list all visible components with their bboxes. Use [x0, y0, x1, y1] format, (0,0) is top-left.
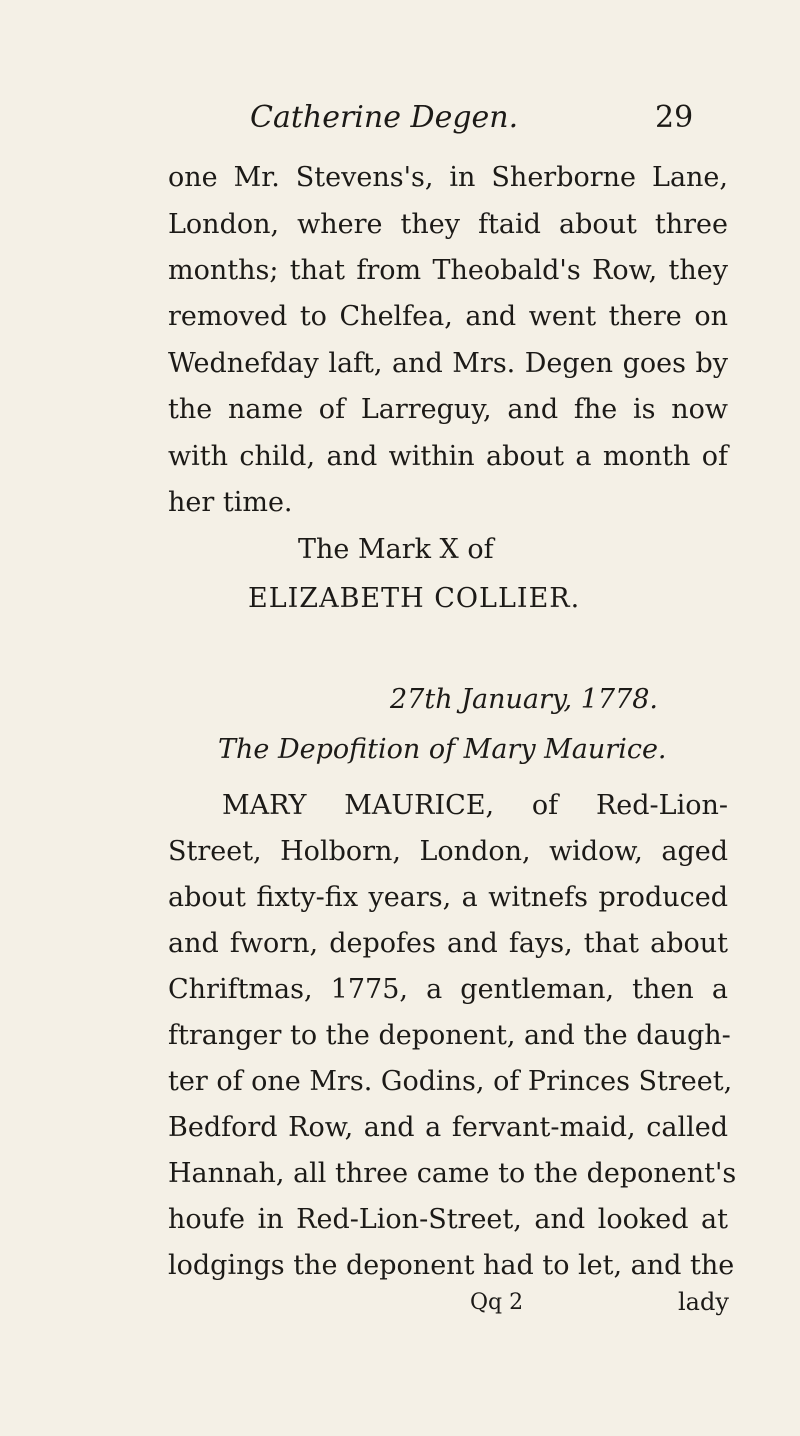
signature-name: ELIZABETH COLLIER.: [248, 583, 581, 614]
text-line: Hannah, all three came to the deponent's: [168, 1158, 737, 1189]
deposition-date: 27th January, 1778.: [390, 684, 659, 715]
text-line: months; that from Theobald's Row, they: [168, 255, 728, 286]
text-line: London, where they ftaid about three: [168, 209, 728, 240]
text-line: the name of Larreguy, and fhe is now: [168, 394, 728, 425]
text-line: Wednefday laft, and Mrs. Degen goes by: [168, 348, 728, 379]
running-title: Catherine Degen.: [250, 100, 519, 135]
text-line: Bedford Row, and a fervant-maid, called: [168, 1112, 728, 1143]
text-line: and fworn, depofes and fays, that about: [168, 928, 728, 959]
page-number: 29: [655, 100, 694, 135]
signature-mark: Qq 2: [470, 1290, 524, 1315]
catchword: lady: [678, 1288, 729, 1316]
signature-mark-line: The Mark X of: [298, 534, 494, 565]
section-title: The Depofition of Mary Maurice.: [218, 734, 667, 765]
text-line: ter of one Mrs. Godins, of Princes Street,: [168, 1066, 733, 1097]
text-line: Chriftmas, 1775, a gentleman, then a: [168, 974, 728, 1005]
text-line: removed to Chelfea, and went there on: [168, 301, 728, 332]
text-line: lodgings the deponent had to let, and the: [168, 1250, 735, 1281]
text-line: one Mr. Stevens's, in Sherborne Lane,: [168, 162, 728, 193]
page-header: [0, 100, 800, 140]
text-line: with child, and within about a month of: [168, 441, 728, 472]
text-line: MARY MAURICE, of Red-Lion-: [222, 790, 728, 821]
text-line: her time.: [168, 487, 293, 518]
text-line: houfe in Red-Lion-Street, and looked at: [168, 1204, 728, 1235]
text-line: Street, Holborn, London, widow, aged: [168, 836, 728, 867]
text-line: about fixty-fix years, a witnefs produced: [168, 882, 728, 913]
text-line: ftranger to the deponent, and the daugh-: [168, 1020, 731, 1051]
